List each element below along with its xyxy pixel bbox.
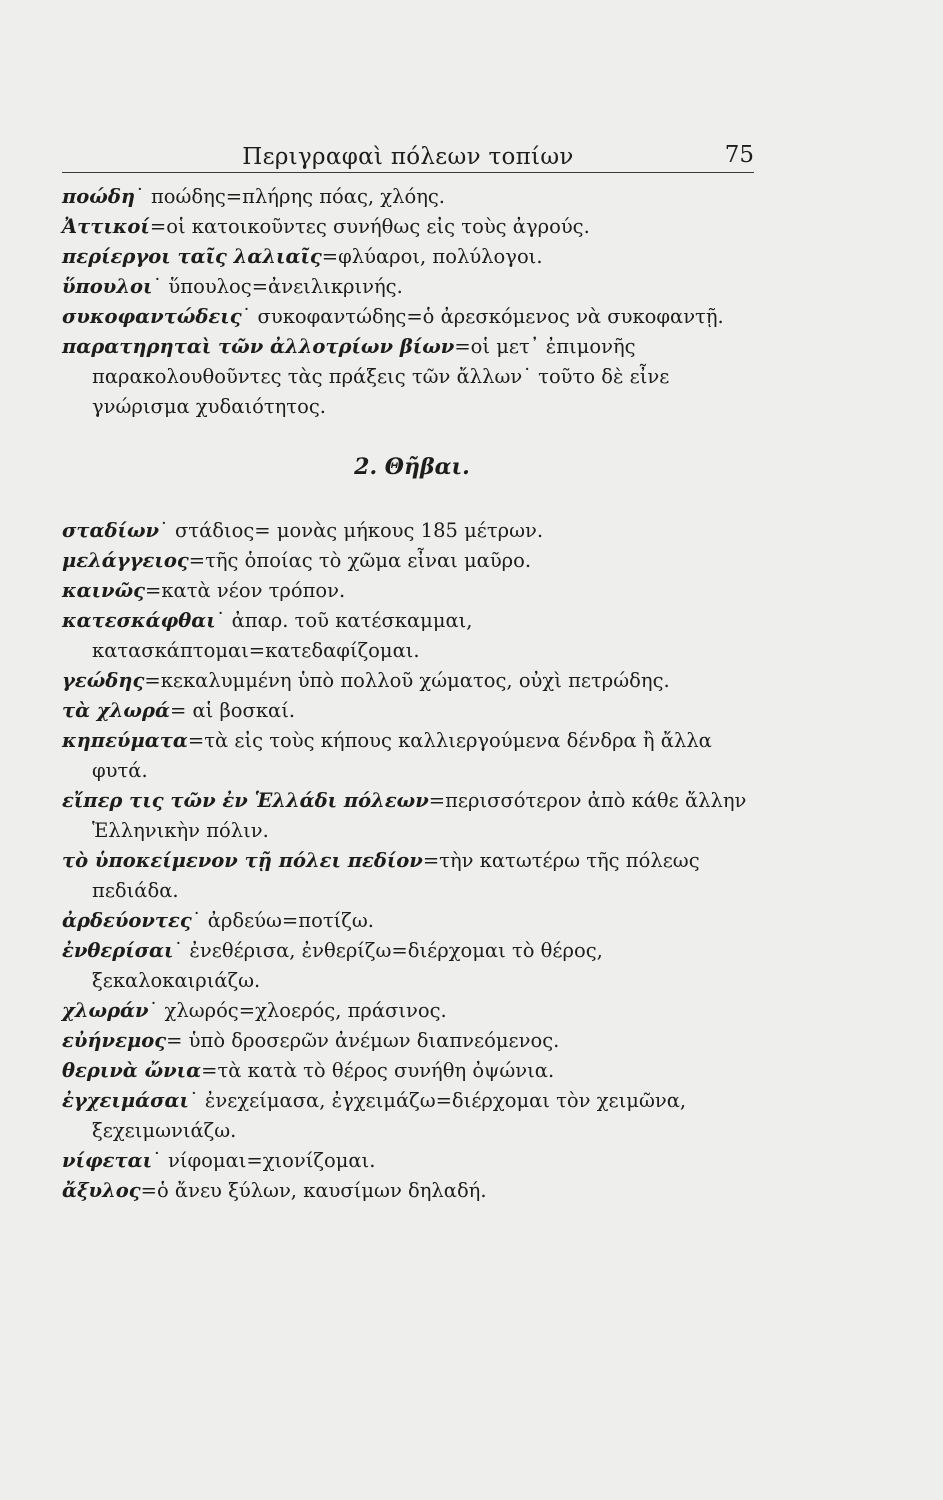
entry-lemma: ἐγχειμάσαι xyxy=(62,1089,189,1112)
glossary-entry xyxy=(62,726,762,786)
glossary-entry xyxy=(62,182,762,212)
entry-gloss: =περισσότερον ἀπὸ κάθε ἄλλην Ἑλληνικὴν πόλιν. xyxy=(92,789,747,842)
entry-gloss: ˙ ἐνεχείμασα, ἐγχειμάζω=διέρχομαι τὸν χειμῶνα, ξεχειμωνιάζω. xyxy=(92,1089,687,1142)
glossary-entry xyxy=(62,666,762,696)
entry-lemma: εὐήνεμος xyxy=(62,1029,167,1052)
entry-lemma: ὕπουλοι xyxy=(62,275,153,298)
entry-gloss: =οἱ μετ᾽ ἐπιμονῆς παρακολουθοῦντες τὰς πράξεις τῶν ἄλλων˙ τοῦτο δὲ εἶνε γνώρισμα χυδαιότητος. xyxy=(92,335,670,418)
entry-gloss: ˙ συκοφαντώδης=ὁ ἀρεσκόμενος νὰ συκοφαντῇ. xyxy=(241,305,724,328)
section-heading: 2. Θῆβαι. xyxy=(354,454,470,480)
glossary-entry xyxy=(62,696,762,726)
entry-gloss: ˙ στάδιος= μονὰς μήκους 185 μέτρων. xyxy=(159,519,544,542)
entry-gloss: = αἱ βοσκαί. xyxy=(169,699,296,722)
page-number: 75 xyxy=(724,142,754,168)
entry-gloss: =ὁ ἄνευ ξύλων, καυσίμων δηλαδή. xyxy=(140,1179,487,1202)
entry-gloss: ˙ ἀπαρ. τοῦ κατέσκαμμαι, κατασκάπτομαι=κατεδαφίζομαι. xyxy=(92,609,473,662)
glossary-entry xyxy=(62,1056,762,1086)
glossary-entry xyxy=(62,846,762,906)
entry-lemma: θερινὰ ὤνια xyxy=(62,1059,202,1082)
entry-lemma: ἐνθερίσαι xyxy=(62,939,174,962)
glossary-body xyxy=(62,182,762,1206)
glossary-entry xyxy=(62,936,762,996)
glossary-entry xyxy=(62,302,762,332)
glossary-entry xyxy=(62,1176,762,1206)
entry-lemma: παρατηρηταὶ τῶν ἀλλοτρίων βίων xyxy=(62,335,455,358)
entry-gloss: =τὰ εἰς τοὺς κήπους καλλιεργούμενα δένδρα ἢ ἄλλα φυτά. xyxy=(92,729,712,782)
entry-lemma: νίφεται xyxy=(62,1149,153,1172)
entry-gloss: =τὴν κατωτέρω τῆς πόλεως πεδιάδα. xyxy=(92,849,700,902)
entry-lemma: κηπεύματα xyxy=(62,729,188,752)
section-spacer xyxy=(62,422,762,452)
glossary-entry xyxy=(62,576,762,606)
entry-lemma: ποώδη xyxy=(62,185,136,208)
entry-gloss: ˙ ἐνεθέρισα, ἐνθερίζω=διέρχομαι τὸ θέρος, ξεκαλοκαιριάζω. xyxy=(92,939,603,992)
entry-lemma: εἴπερ τις τῶν ἐν Ἑλλάδι πόλεων xyxy=(62,789,429,812)
glossary-entry xyxy=(62,786,762,846)
entry-gloss: =τῆς ὁποίας τὸ χῶμα εἶναι μαῦρο. xyxy=(188,549,532,572)
glossary-entry xyxy=(62,1026,762,1056)
entry-gloss: ˙ ὕπουλος=ἀνειλικρινής. xyxy=(152,275,403,298)
entry-lemma: συκοφαντώδεις xyxy=(62,305,242,328)
glossary-entry xyxy=(62,606,762,666)
entry-lemma: χλωράν xyxy=(62,999,149,1022)
entry-gloss: ˙ χλωρός=χλοερός, πράσινος. xyxy=(148,999,447,1022)
glossary-entry xyxy=(62,906,762,936)
entry-gloss: = ὑπὸ δροσερῶν ἀνέμων διαπνεόμενος. xyxy=(166,1029,560,1052)
entry-gloss: ˙ νίφομαι=χιονίζομαι. xyxy=(152,1149,376,1172)
entry-lemma: τὸ ὑποκείμενον τῇ πόλει πεδίον xyxy=(62,849,423,872)
entry-lemma: ἀρδεύοντες xyxy=(62,909,192,932)
glossary-entry xyxy=(62,332,762,422)
glossary-entry xyxy=(62,996,762,1026)
entry-lemma: κατεσκάφθαι xyxy=(62,609,216,632)
entry-gloss: ˙ ἀρδεύω=ποτίζω. xyxy=(191,909,374,932)
glossary-entry xyxy=(62,1146,762,1176)
glossary-entry xyxy=(62,212,762,242)
glossary-entry xyxy=(62,516,762,546)
entry-lemma: περίεργοι ταῖς λαλιαῖς xyxy=(62,245,322,268)
entry-lemma: σταδίων xyxy=(62,519,160,542)
glossary-entry xyxy=(62,546,762,576)
running-title: Περιγραφαὶ πόλεων τοπίων xyxy=(242,144,574,170)
entry-gloss: =τὰ κατὰ τὸ θέρος συνήθη ὀψώνια. xyxy=(201,1059,555,1082)
glossary-entry xyxy=(62,1086,762,1146)
entry-lemma: γεώδης xyxy=(62,669,145,692)
entry-gloss: =κατὰ νέον τρόπον. xyxy=(145,579,346,602)
section-spacer xyxy=(62,482,762,516)
entry-gloss: =κεκαλυμμένη ὑπὸ πολλοῦ χώματος, οὐχὶ πετρώδης. xyxy=(144,669,670,692)
entry-lemma: Ἀττικοί xyxy=(62,215,150,238)
entry-lemma: μελάγγειος xyxy=(62,549,189,572)
entry-lemma: καινῶς xyxy=(62,579,146,602)
entry-gloss: =οἱ κατοικοῦντες συνήθως εἰς τοὺς ἀγρούς. xyxy=(149,215,590,238)
entry-gloss: ˙ ποώδης=πλήρης πόας, χλόης. xyxy=(135,185,446,208)
glossary-entry xyxy=(62,272,762,302)
running-header xyxy=(62,138,754,173)
entry-gloss: =φλύαροι, πολύλογοι. xyxy=(321,245,543,268)
entry-lemma: ἄξυλος xyxy=(62,1179,141,1202)
glossary-entry xyxy=(62,242,762,272)
entry-lemma: τὰ χλωρά xyxy=(62,699,170,722)
